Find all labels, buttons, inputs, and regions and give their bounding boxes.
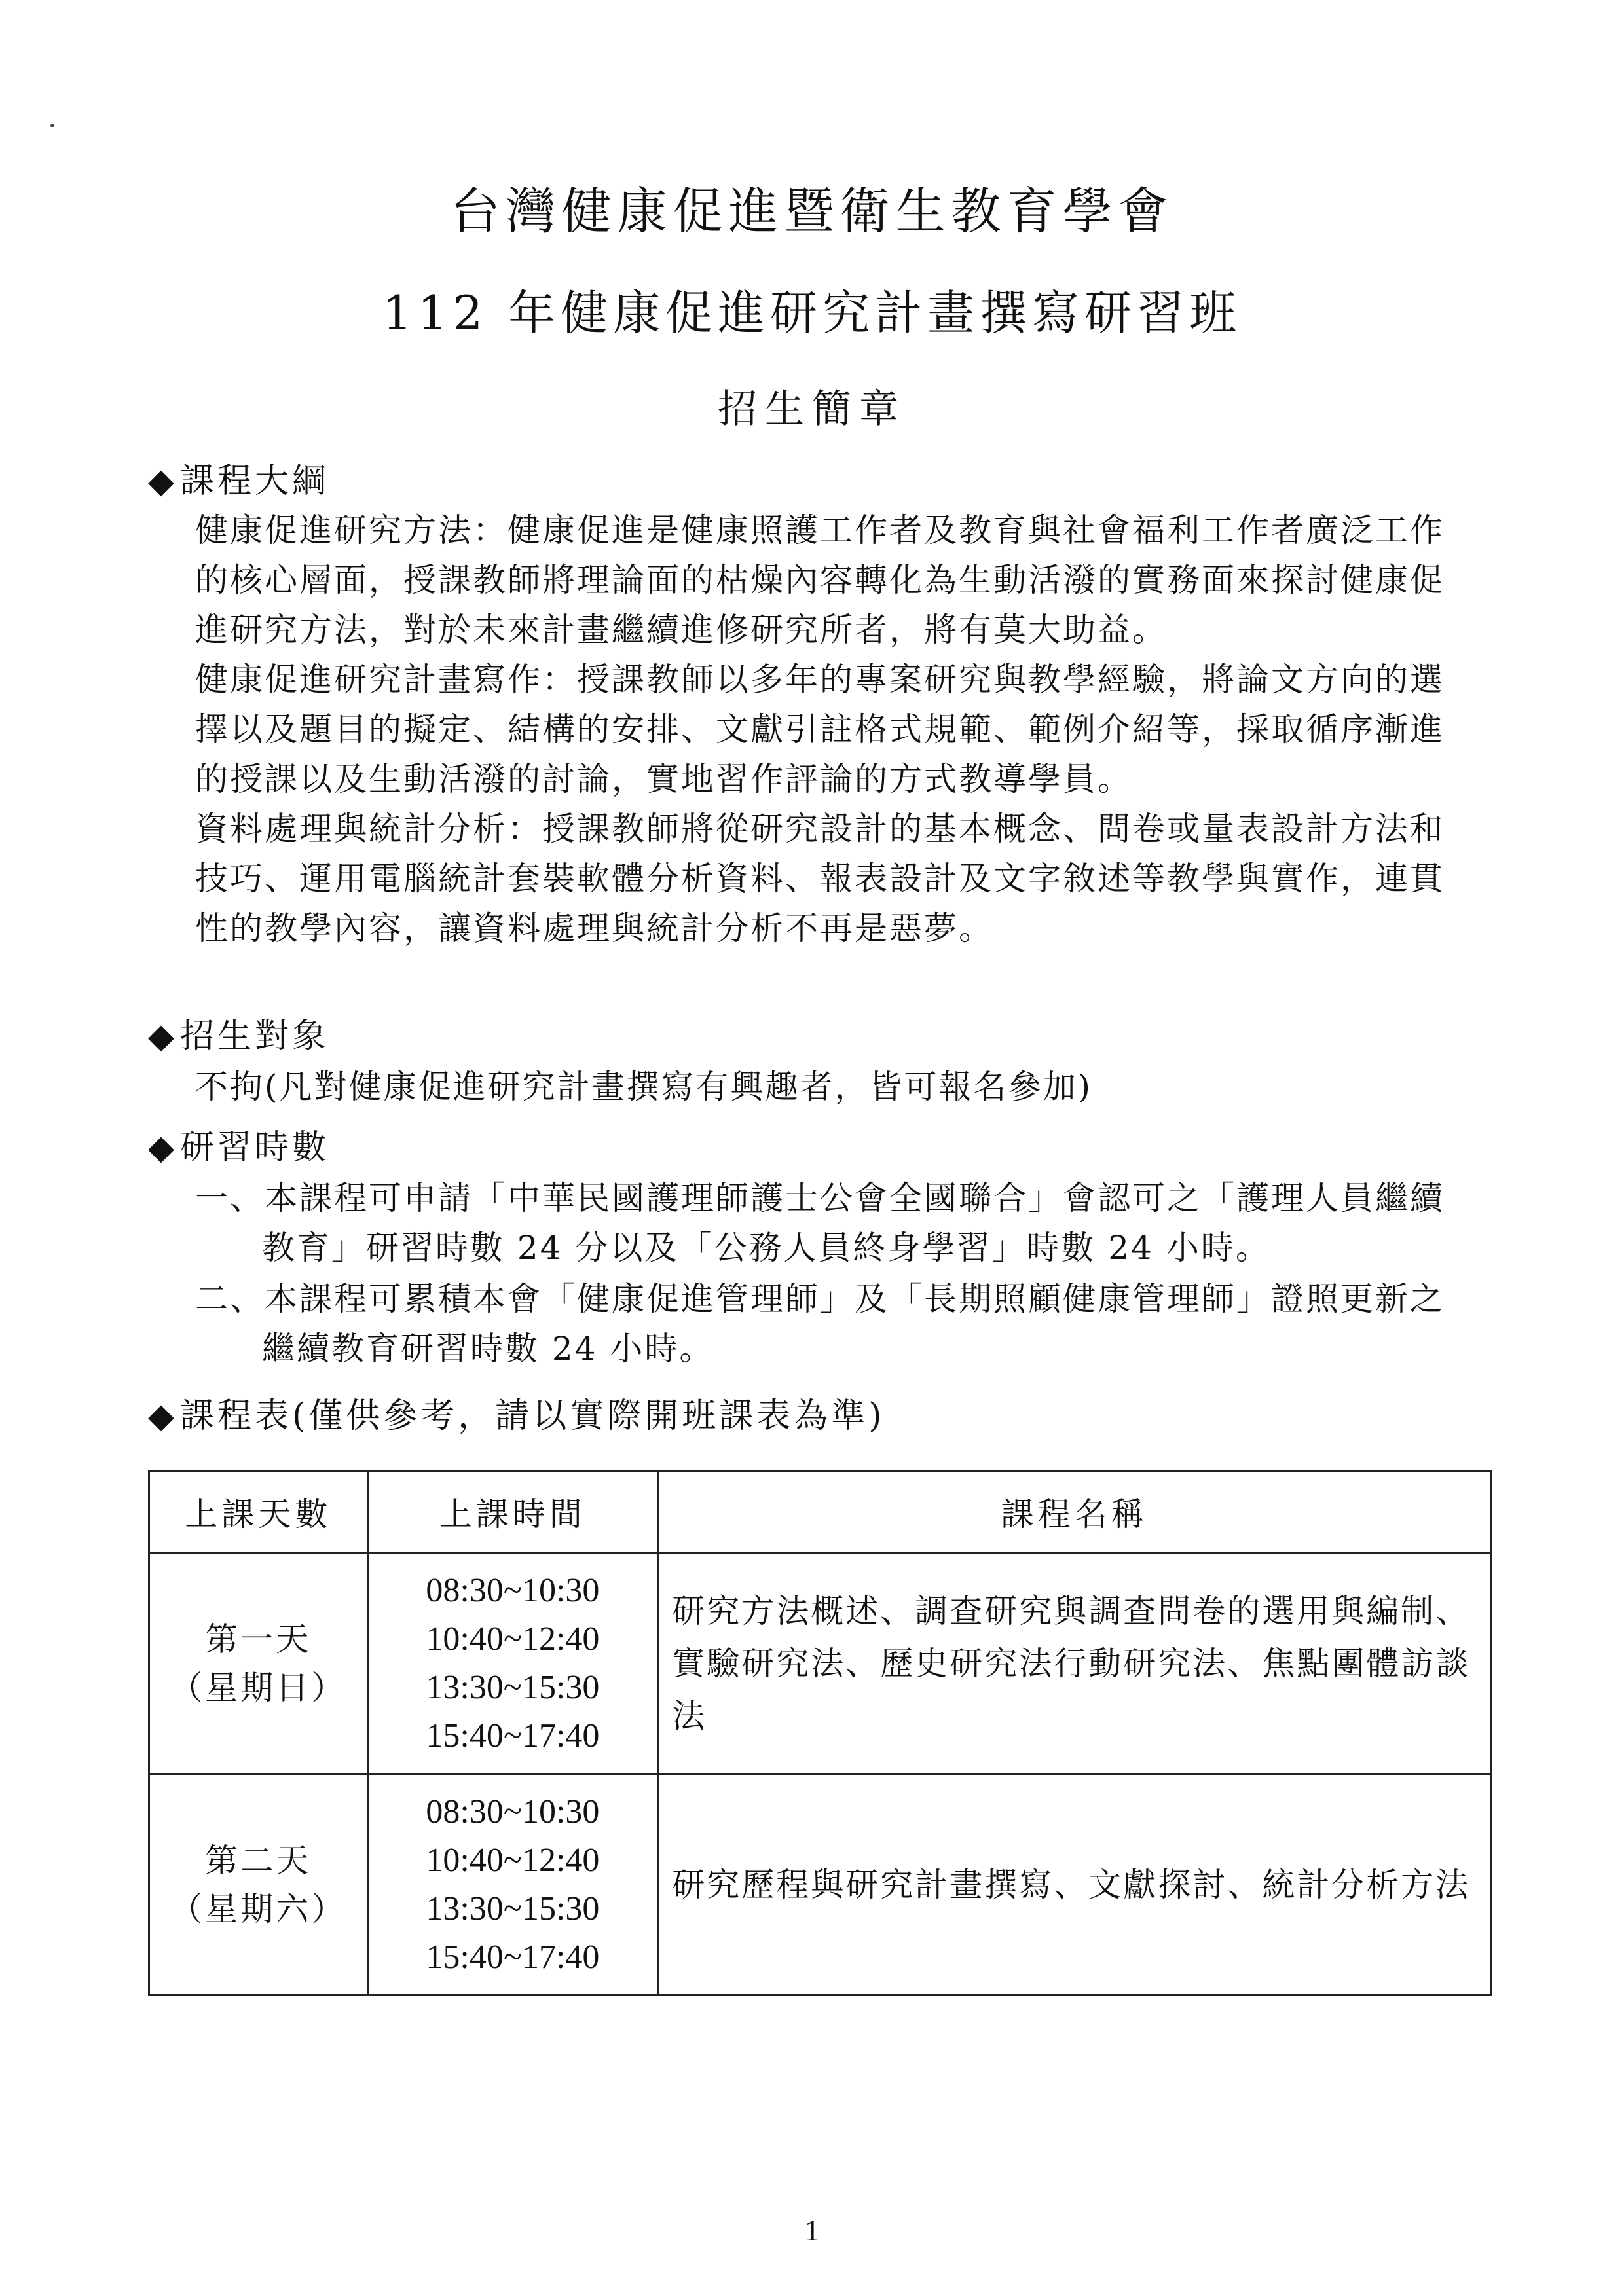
- schedule-header-row: [149, 1471, 1491, 1553]
- outline-line: 的核心層面，授課教師將理論面的枯燥內容轉化為生動活潑的實務面來探討健康促: [195, 561, 1445, 599]
- diamond-bullet-icon: ◆: [148, 1017, 177, 1056]
- time-cell: [367, 1774, 658, 1995]
- organization-title: 台灣健康促進暨衛生教育學會: [450, 182, 1174, 240]
- hours-item-line: 一、本課程可申請「中華民國護理師護士公會全國聯合」會認可之「護理人員繼續: [195, 1179, 1445, 1217]
- time-slot: 08:30~10:30: [426, 1793, 600, 1831]
- page-number: 1: [804, 2214, 820, 2247]
- column-header-day: 上課天數: [149, 1471, 368, 1553]
- document-title: 招生簡章: [718, 386, 906, 432]
- time-slot: 13:30~15:30: [426, 1668, 600, 1706]
- day-cell: [149, 1553, 368, 1774]
- time-slot: 10:40~12:40: [426, 1841, 600, 1879]
- day-label: 第二天: [205, 1841, 312, 1880]
- audience-text: 不拘(凡對健康促進研究計畫撰寫有興趣者，皆可報名參加): [195, 1068, 1093, 1106]
- weekday-label: （星期六）: [170, 1889, 347, 1928]
- time-slot: 13:30~15:30: [426, 1889, 600, 1927]
- hours-heading: ◆研習時數: [148, 1128, 330, 1167]
- hours-item-line: 繼續教育研習時數 24 小時。: [262, 1330, 714, 1368]
- diamond-bullet-icon: ◆: [148, 462, 177, 501]
- time-slot: 08:30~10:30: [426, 1571, 600, 1609]
- time-slot: 15:40~17:40: [426, 1938, 600, 1976]
- time-cell: [367, 1553, 658, 1774]
- scan-speck: [50, 124, 54, 127]
- outline-line: 技巧、運用電腦統計套裝軟體分析資料、報表設計及文字敘述等教學與實作，連貫: [195, 860, 1445, 898]
- weekday-label: （星期日）: [170, 1668, 347, 1707]
- program-title: 112 年健康促進研究計畫撰寫研習班: [382, 285, 1242, 340]
- outline-line: 健康促進研究計畫寫作：授課教師以多年的專案研究與教學經驗，將論文方向的選: [195, 661, 1445, 699]
- schedule-heading: ◆課程表(僅供參考，請以實際開班課表為準): [148, 1396, 885, 1436]
- table-row: [149, 1774, 1491, 1995]
- diamond-bullet-icon: ◆: [148, 1396, 177, 1436]
- outline-line: 擇以及題目的擬定、結構的安排、文獻引註格式規範、範例介紹等，採取循序漸進: [195, 710, 1445, 748]
- outline-line: 進研究方法，對於未來計畫繼續進修研究所者，將有莫大助益。: [195, 611, 1167, 649]
- course-cell: 研究方法概述、調查研究與調查問卷的選用與編制、實驗研究法、歷史研究法行動研究法、焦點團體訪談法: [658, 1553, 1491, 1774]
- audience-heading: ◆招生對象: [148, 1017, 330, 1056]
- outline-line: 健康促進研究方法：健康促進是健康照護工作者及教育與社會福利工作者廣泛工作: [195, 511, 1445, 549]
- day-cell: [149, 1774, 368, 1995]
- day-label: 第一天: [205, 1620, 312, 1658]
- hours-item-line: 二、本課程可累積本會「健康促進管理師」及「長期照顧健康管理師」證照更新之: [195, 1280, 1445, 1318]
- time-slot: 15:40~17:40: [426, 1717, 600, 1755]
- outline-line: 資料處理與統計分析：授課教師將從研究設計的基本概念、問卷或量表設計方法和: [195, 810, 1445, 848]
- schedule-table: [148, 1470, 1492, 1996]
- outline-line: 的授課以及生動活潑的討論，實地習作評論的方式教導學員。: [195, 760, 1132, 798]
- outline-heading: ◆課程大綱: [148, 462, 330, 501]
- course-cell: 研究歷程與研究計畫撰寫、文獻探討、統計分析方法: [658, 1774, 1491, 1995]
- table-row: [149, 1553, 1491, 1774]
- diamond-bullet-icon: ◆: [148, 1128, 177, 1167]
- column-header-time: 上課時間: [367, 1471, 658, 1553]
- column-header-course: 課程名稱: [658, 1471, 1491, 1553]
- hours-item-line: 教育」研習時數 24 分以及「公務人員終身學習」時數 24 小時。: [262, 1229, 1270, 1267]
- time-slot: 10:40~12:40: [426, 1620, 600, 1658]
- outline-line: 性的教學內容，讓資料處理與統計分析不再是惡夢。: [195, 909, 993, 947]
